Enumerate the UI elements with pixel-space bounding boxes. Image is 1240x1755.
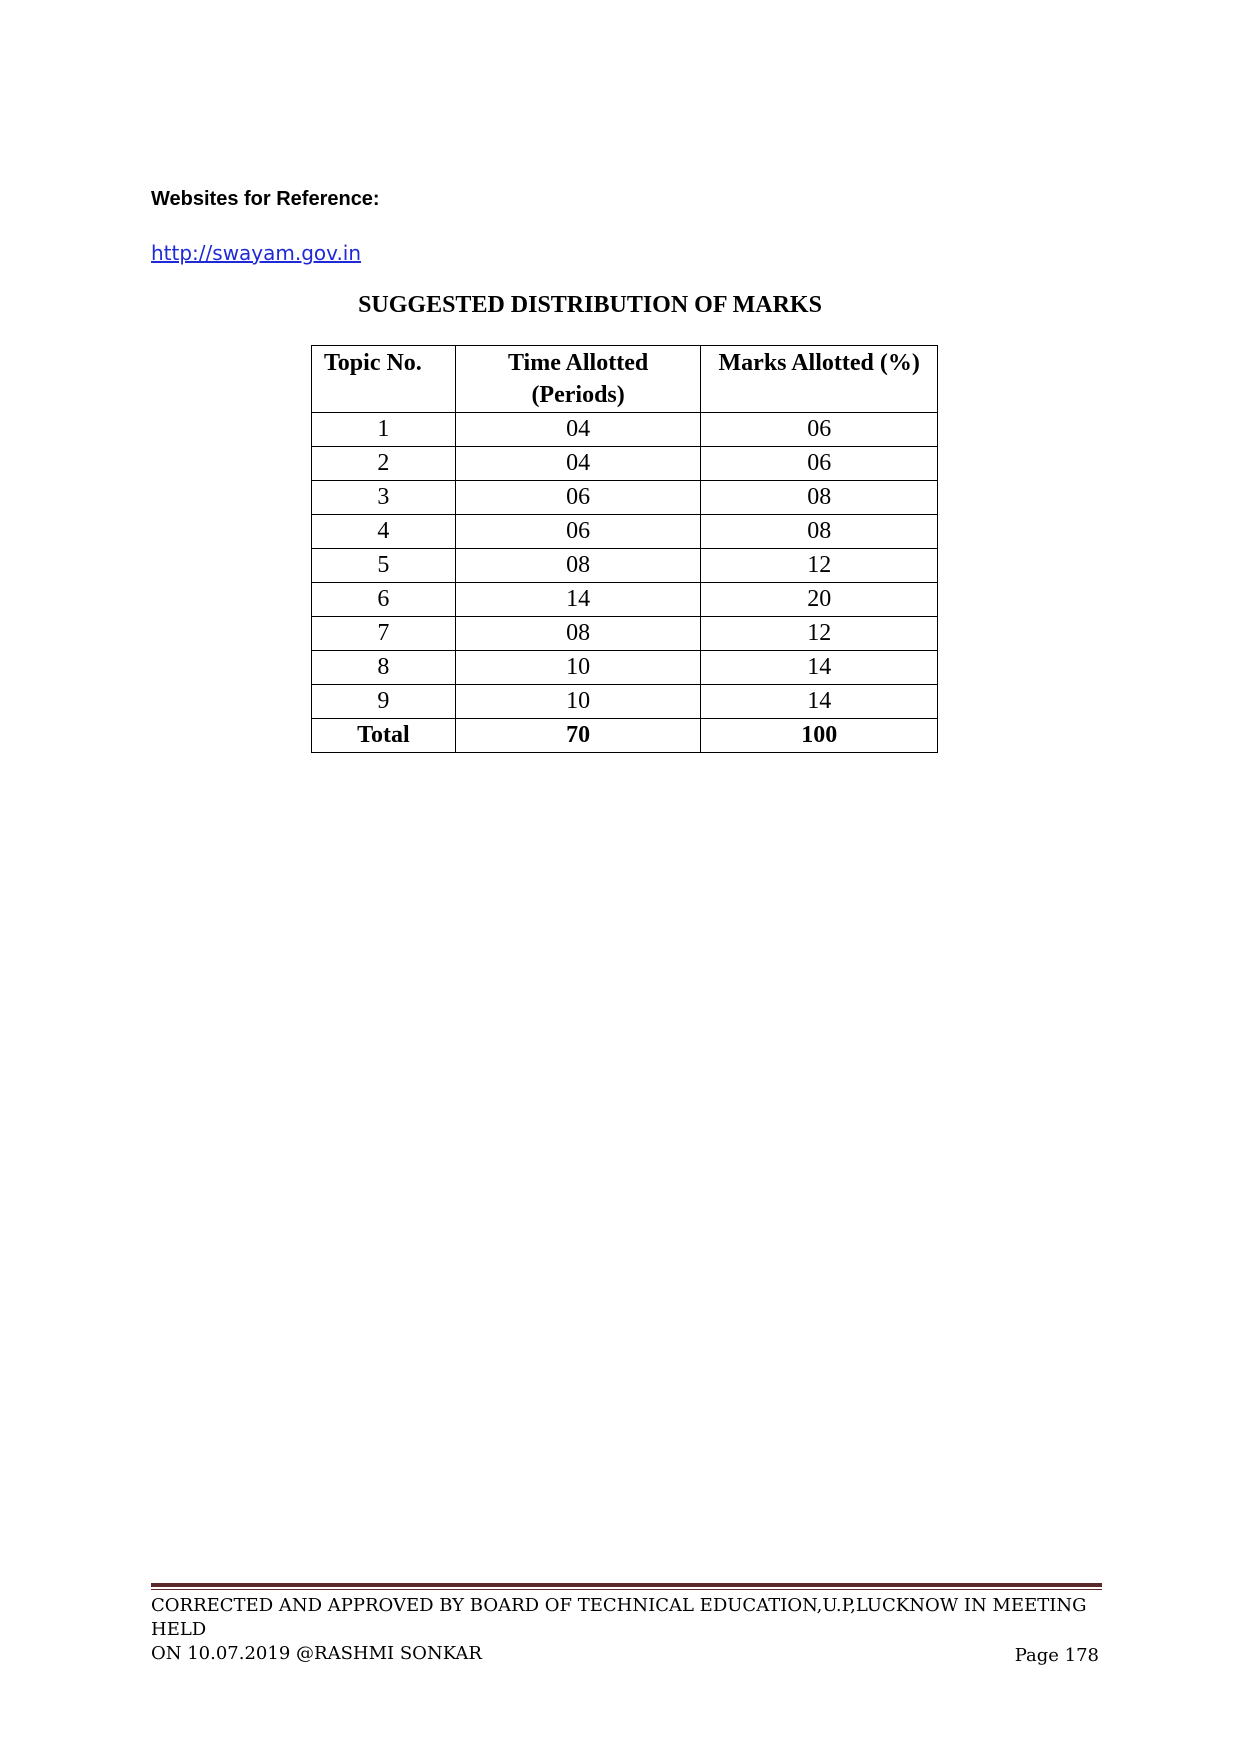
cell-topic-no: 1 bbox=[312, 413, 456, 447]
footer-rule bbox=[151, 1583, 1102, 1587]
cell-topic-no: 6 bbox=[312, 583, 456, 617]
cell-marks-allotted: 08 bbox=[701, 515, 938, 549]
cell-time-allotted: 08 bbox=[455, 617, 701, 651]
table-row bbox=[312, 481, 938, 515]
cell-topic-no: 7 bbox=[312, 617, 456, 651]
cell-marks-allotted: 20 bbox=[701, 583, 938, 617]
footer-rule-thin bbox=[151, 1589, 1102, 1590]
cell-marks-allotted: 14 bbox=[701, 685, 938, 719]
footer-line-2: ON 10.07.2019 @RASHMI SONKAR bbox=[151, 1643, 482, 1664]
total-label: Total bbox=[312, 719, 456, 753]
cell-marks-allotted: 06 bbox=[701, 413, 938, 447]
cell-marks-allotted: 08 bbox=[701, 481, 938, 515]
cell-topic-no: 4 bbox=[312, 515, 456, 549]
footer-approval-text bbox=[151, 1594, 1111, 1666]
reference-link[interactable]: http://swayam.gov.in bbox=[151, 241, 362, 265]
cell-marks-allotted: 12 bbox=[701, 549, 938, 583]
header-topic-no: Topic No. bbox=[312, 346, 456, 413]
table-row bbox=[312, 617, 938, 651]
header-marks-allotted: Marks Allotted (%) bbox=[701, 346, 938, 413]
total-time: 70 bbox=[455, 719, 701, 753]
table-header-row bbox=[312, 346, 938, 413]
cell-time-allotted: 04 bbox=[455, 413, 701, 447]
cell-time-allotted: 10 bbox=[455, 685, 701, 719]
total-marks: 100 bbox=[701, 719, 938, 753]
table-row bbox=[312, 583, 938, 617]
cell-topic-no: 5 bbox=[312, 549, 456, 583]
cell-topic-no: 2 bbox=[312, 447, 456, 481]
cell-topic-no: 8 bbox=[312, 651, 456, 685]
table-row bbox=[312, 651, 938, 685]
table-row bbox=[312, 515, 938, 549]
cell-marks-allotted: 12 bbox=[701, 617, 938, 651]
cell-topic-no: 9 bbox=[312, 685, 456, 719]
cell-time-allotted: 08 bbox=[455, 549, 701, 583]
cell-time-allotted: 06 bbox=[455, 481, 701, 515]
table-row bbox=[312, 413, 938, 447]
cell-time-allotted: 06 bbox=[455, 515, 701, 549]
cell-time-allotted: 04 bbox=[455, 447, 701, 481]
header-time-line1: Time Allotted bbox=[507, 350, 649, 376]
distribution-title: SUGGESTED DISTRIBUTION OF MARKS bbox=[358, 292, 822, 318]
cell-marks-allotted: 06 bbox=[701, 447, 938, 481]
table-row bbox=[312, 549, 938, 583]
table-total-row bbox=[312, 719, 938, 753]
cell-marks-allotted: 14 bbox=[701, 651, 938, 685]
footer-line-1: CORRECTED AND APPROVED BY BOARD OF TECHNICAL EDUCATION,U.P,LUCKNOW IN MEETING HELD bbox=[151, 1595, 1087, 1640]
table-row bbox=[312, 685, 938, 719]
references-heading: Websites for Reference: bbox=[151, 188, 380, 210]
cell-time-allotted: 10 bbox=[455, 651, 701, 685]
header-time-line2: (Periods) bbox=[531, 382, 625, 408]
table-row bbox=[312, 447, 938, 481]
page-number: Page 178 bbox=[1014, 1645, 1099, 1666]
table-body bbox=[312, 413, 938, 753]
marks-distribution-table bbox=[311, 345, 938, 753]
cell-time-allotted: 14 bbox=[455, 583, 701, 617]
header-time-allotted bbox=[455, 346, 701, 413]
cell-topic-no: 3 bbox=[312, 481, 456, 515]
